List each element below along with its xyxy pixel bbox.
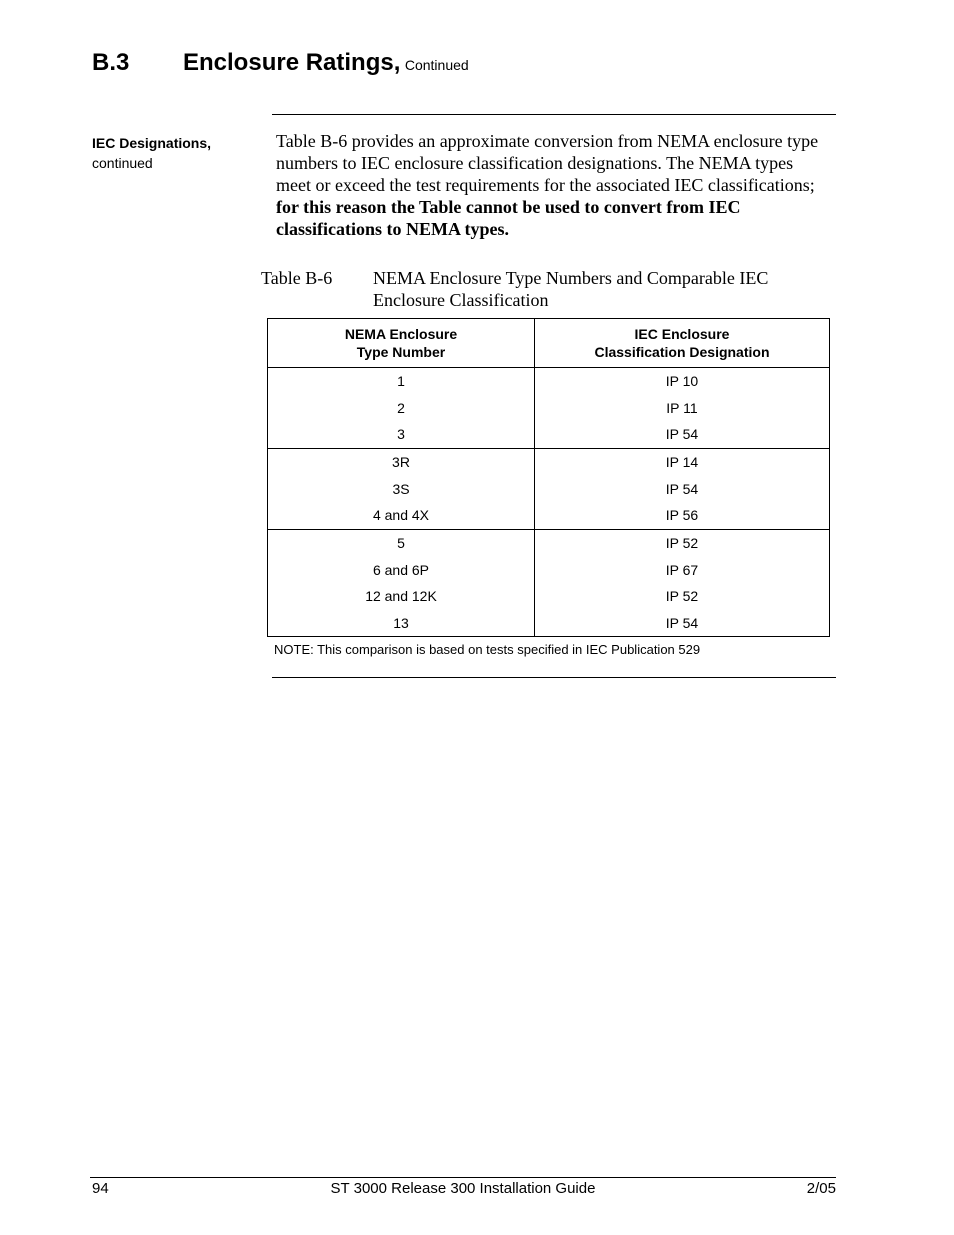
nema-value: 6 and 6P — [372, 561, 430, 578]
nema-value: 3R — [392, 454, 410, 470]
iec-cell — [535, 449, 830, 530]
iec-value: IP 67 — [665, 561, 699, 578]
table-row — [268, 530, 830, 637]
iec-value: IP 54 — [665, 480, 699, 497]
conversion-table — [267, 318, 830, 637]
header-iec-line1: IEC Enclosure — [634, 326, 730, 342]
iec-value: IP 10 — [665, 373, 699, 389]
table-note: NOTE: This comparison is based on tests specified in IEC Publication 529 — [274, 642, 701, 657]
page-number: 94 — [92, 1180, 109, 1197]
table-row — [268, 368, 830, 449]
nema-value: 4 and 4X — [372, 507, 430, 524]
iec-value: IP 11 — [666, 399, 698, 416]
footer-rule — [90, 1177, 836, 1178]
iec-value: IP 52 — [665, 588, 699, 605]
topic-label — [92, 133, 211, 173]
table-caption-number: Table B-6 — [261, 268, 333, 288]
header-nema-line1: NEMA Enclosure — [344, 326, 458, 342]
table-header-row — [268, 319, 830, 368]
section-title: Enclosure Ratings — [183, 49, 394, 76]
iec-cell — [535, 368, 830, 449]
nema-value: 13 — [393, 614, 409, 631]
title-comma: , — [393, 49, 401, 76]
topic-title: IEC Designations, — [92, 135, 212, 151]
nema-cell — [268, 449, 535, 530]
iec-cell — [535, 530, 830, 637]
intro-text: Table B-6 provides an approximate conversion from NEMA enclosure type numbers to IEC enclosure classification designations. The NEMA types meet or exceed the test requirements for the associated IEC classifications; — [276, 131, 819, 195]
section-number: B.3 — [92, 49, 130, 76]
iec-value: IP 52 — [665, 535, 699, 551]
page-footer — [0, 1180, 954, 1200]
nema-value: 1 — [397, 373, 405, 389]
header-nema-line2: Type Number — [356, 344, 446, 360]
nema-cell — [268, 368, 535, 449]
iec-value: IP 14 — [665, 454, 699, 470]
nema-cell — [268, 530, 535, 637]
intro-paragraph — [276, 130, 826, 240]
top-rule — [272, 114, 836, 115]
iec-value: IP 56 — [665, 507, 699, 524]
continued-label: Continued — [404, 57, 469, 73]
bottom-rule — [272, 677, 836, 678]
header-iec — [535, 319, 830, 368]
document-date: 2/05 — [806, 1180, 836, 1197]
document-title: ST 3000 Release 300 Installation Guide — [330, 1180, 596, 1197]
nema-value: 5 — [397, 535, 405, 551]
table-caption-text: NEMA Enclosure Type Numbers and Comparable IEC Enclosure Classification — [373, 268, 769, 310]
intro-bold-text: for this reason the Table cannot be used to convert from IEC classifications to NEMA types. — [276, 197, 741, 239]
nema-value: 3 — [397, 426, 405, 443]
header-nema — [268, 319, 535, 368]
nema-value: 12 and 12K — [365, 588, 437, 605]
table-row — [268, 449, 830, 530]
iec-value: IP 54 — [665, 614, 699, 631]
iec-value: IP 54 — [665, 426, 699, 443]
header-iec-line2: Classification Designation — [594, 344, 770, 360]
section-heading — [92, 49, 469, 77]
topic-continued: continued — [92, 155, 153, 171]
nema-value: 3S — [392, 480, 410, 497]
nema-value: 2 — [397, 399, 405, 416]
